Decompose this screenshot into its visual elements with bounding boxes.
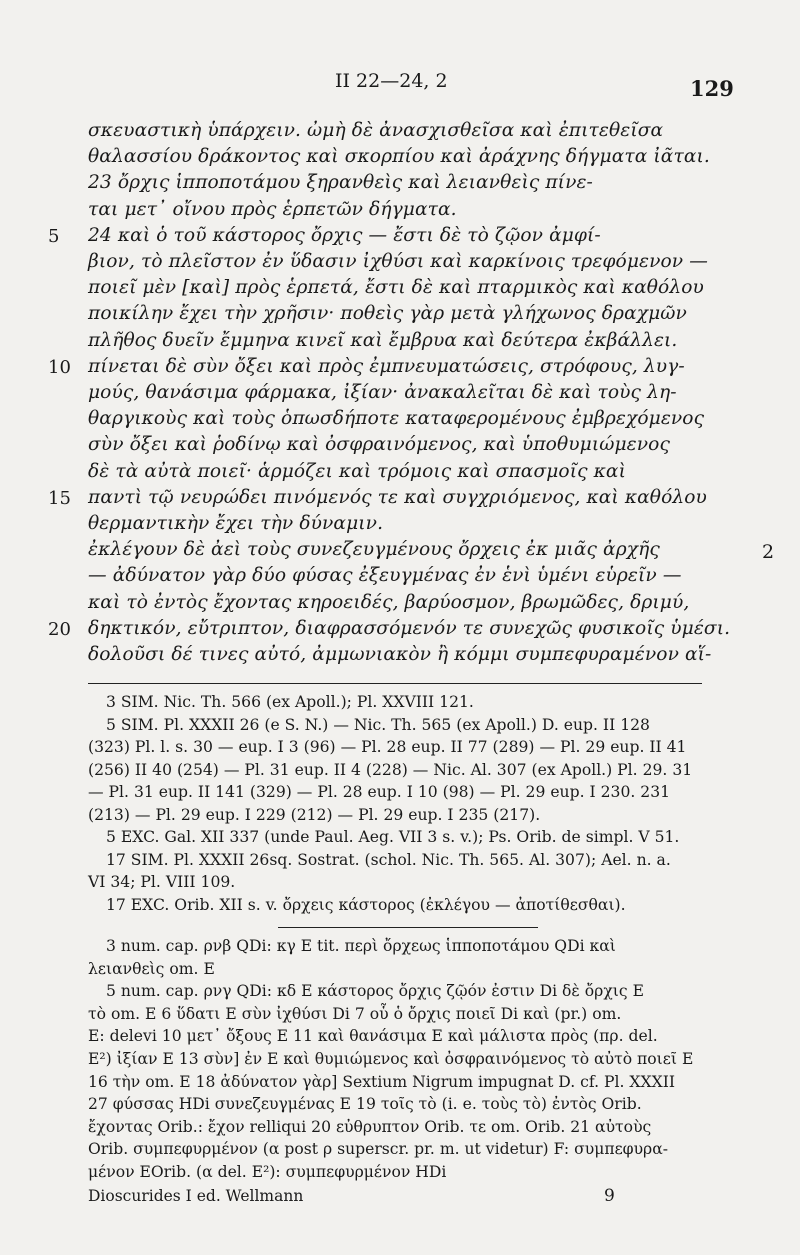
text-line: δηκτικόν, εὔτριπτον, διαφρασσόμενόν τε συνεχῶς φυσικοῖς ὑμέσι.	[88, 617, 731, 639]
page-number: 129	[690, 76, 734, 101]
apparatus-line: Orib. συμπεφυρμένον (α post ρ superscr. pr. m. ut videtur) F: συμπεφυρα-	[88, 1140, 669, 1159]
apparatus-line: μένον EOrib. (α del. E²): συμπεφυρμένον HDi	[88, 1163, 447, 1181]
text-line: θαλασσίου δράκοντος καὶ σκορπίου καὶ ἀράχνης δήγματα ἰᾶται.	[88, 146, 710, 168]
text-line: δολοῦσι δέ τινες αὐτό, ἀμμωνιακὸν ἢ κόμμι συμπεφυραμένον αἵ-	[88, 644, 712, 665]
apparatus-line: E: delevi 10 μετ᾽ ὄξους E 11 καὶ θανάσιμα E καὶ μάλιστα πρὸς (πρ. del.	[88, 1027, 658, 1046]
separator-rule-2	[278, 927, 538, 928]
testimonia-line: 3 SIM. Nic. Th. 566 (ex Apoll.); Pl. XXVIII 121.	[106, 693, 474, 711]
apparatus-line: E²) ἰξίαν E 13 σὺν] ἐν E καὶ θυμιώμενος καὶ ὀσφραινόμενος τὸ αὐτὸ ποιεῖ E	[88, 1050, 694, 1068]
text-line: σὺν ὄξει καὶ ῥοδίνῳ καὶ ὀσφραινόμενος, καὶ ὑποθυμιώμενος	[88, 434, 670, 456]
text-line: πλῆθος δυεῖν ἔμμηνα κινεῖ καὶ ἔμβρυα καὶ δεύτερα ἐκβάλλει.	[88, 329, 678, 351]
margin-chapter-number: 2	[762, 541, 775, 564]
testimonia-line: 5 EXC. Gal. XII 337 (unde Paul. Aeg. VII 3 s. v.); Ps. Orib. de simpl. V 51.	[106, 828, 680, 846]
testimonia-line: (256) II 40 (254) — Pl. 31 eup. II 4 (228) — Nic. Al. 307 (ex Apoll.) Pl. 29. 31	[88, 760, 693, 779]
apparatus-line: τὸ om. E 6 ὕδατι E σὺν ἰχθύσι Di 7 οὗ ὁ ὄρχις ποιεῖ Di καὶ (pr.) om.	[88, 1004, 622, 1023]
text-line: 23 ὄρχις ἱπποποτάμου ξηρανθεὶς καὶ λειανθεὶς πίνε-	[88, 172, 593, 194]
text-line: ποικίλην ἔχει τὴν χρῆσιν· ποθεὶς γὰρ μετὰ γλήχωνος δραχμῶν	[88, 303, 687, 325]
text-line: βιον, τὸ πλεῖστον ἐν ὕδασιν ἰχθύσι καὶ καρκίνοις τρεφόμενον —	[88, 251, 708, 272]
text-line: καὶ τὸ ἐντὸς ἔχοντας κηροειδές, βαρύοσμον, βρωμῶδες, δριμύ,	[88, 591, 690, 613]
apparatus-line: λειανθεὶς om. E	[88, 959, 215, 978]
line-number: 10	[48, 356, 71, 378]
signature-mark: 9	[604, 1186, 615, 1206]
text-line: ποιεῖ μὲν [καὶ] πρὸς ἑρπετά, ἔστι δὲ καὶ πταρμικὸς καὶ καθόλου	[88, 277, 704, 299]
line-number: 15	[48, 487, 71, 509]
text-line: θερμαντικὴν ἔχει τὴν δύναμιν.	[88, 513, 384, 534]
text-line: παντὶ τῷ νευρώδει πινόμενός τε καὶ συγχριόμενος, καὶ καθόλου	[88, 486, 707, 508]
apparatus-line: ἔχοντας Orib.: ἔχον relliqui 20 εὐθρυπτον Orib. τε om. Orib. 21 αὐτοὺς	[88, 1117, 652, 1136]
text-line: μούς, θανάσιμα φάρμακα, ἰξίαν· ἀνακαλεῖται δὲ καὶ τοὺς λη-	[88, 382, 677, 403]
text-line: ται μετ᾽ οἴνου πρὸς ἑρπετῶν δήγματα.	[88, 198, 457, 220]
apparatus-line: 27 φύσσας HDi συνεζευγμένας E 19 τοῖς τὸ (i. e. τοὺς τὸ) ἐντὸς Orib.	[88, 1095, 642, 1114]
text-line: πίνεται δὲ σὺν ὄξει καὶ πρὸς ἐμπνευματώσεις, στρόφους, λυγ-	[88, 355, 685, 377]
testimonia-line: — Pl. 31 eup. II 141 (329) — Pl. 28 eup. I 10 (98) — Pl. 29 eup. I 230. 231	[88, 783, 671, 801]
text-line: 24 καὶ ὁ τοῦ κάστορος ὄρχις — ἔστι δὲ τὸ ζῷον ἀμφί-	[88, 224, 601, 246]
footer-title: Dioscurides I ed. Wellmann	[88, 1187, 304, 1205]
line-number: 5	[48, 225, 60, 247]
testimonia-line: 17 EXC. Orib. XII s. v. ὄρχεις κάστορος (ἐκλέγου — ἀποτίθεσθαι).	[106, 895, 626, 914]
line-number: 20	[48, 618, 71, 640]
apparatus-line: 5 num. cap. ρνγ QDi: κδ E κάστορος ὄρχις ζῷόν ἐστιν Di δὲ ὄρχις E	[106, 982, 644, 1001]
testimonia-line: (213) — Pl. 29 eup. I 229 (212) — Pl. 29 eup. I 235 (217).	[88, 805, 541, 824]
testimonia-line: 17 SIM. Pl. XXXII 26sq. Sostrat. (schol. Nic. Th. 565. Al. 307); Ael. n. a.	[106, 850, 671, 869]
testimonia-line: 5 SIM. Pl. XXXII 26 (e S. N.) — Nic. Th. 565 (ex Apoll.) D. eup. II 128	[106, 715, 650, 734]
apparatus-line: 3 num. cap. ρνβ QDi: κγ E tit. περὶ ὄρχεως ἱπποποτάμου QDi καὶ	[106, 937, 616, 955]
text-line: ἐκλέγουν δὲ ἀεὶ τοὺς συνεζευγμένους ὄρχεις ἐκ μιᾶς ἀρχῆς	[88, 539, 660, 561]
apparatus-line: 16 τὴν om. E 18 ἀδύνατον γὰρ] Sextium Nigrum impugnat D. cf. Pl. XXXII	[88, 1072, 676, 1091]
text-line: — ἀδύνατον γὰρ δύο φύσας ἐξευγμένας ἐν ἑνὶ ὑμένι εὑρεῖν —	[88, 565, 682, 587]
text-line: δὲ τὰ αὐτὰ ποιεῖ· ἁρμόζει καὶ τρόμοις καὶ σπασμοῖς καὶ	[88, 460, 626, 482]
testimonia-line: (323) Pl. l. s. 30 — eup. I 3 (96) — Pl. 28 eup. II 77 (289) — Pl. 29 eup. II 41	[88, 738, 687, 756]
testimonia-line: VI 34; Pl. VIII 109.	[88, 873, 236, 891]
text-line: θαργικοὺς καὶ τοὺς ὁπωσδήποτε καταφερομένους ἐμβρεχόμενος	[88, 408, 705, 430]
text-line: σκευαστικὴ ὑπάρχειν. ὠμὴ δὲ ἀνασχισθεῖσα καὶ ἐπιτεθεῖσα	[88, 120, 664, 141]
separator-rule-1	[88, 683, 702, 684]
running-head: II 22—24, 2	[335, 70, 448, 92]
